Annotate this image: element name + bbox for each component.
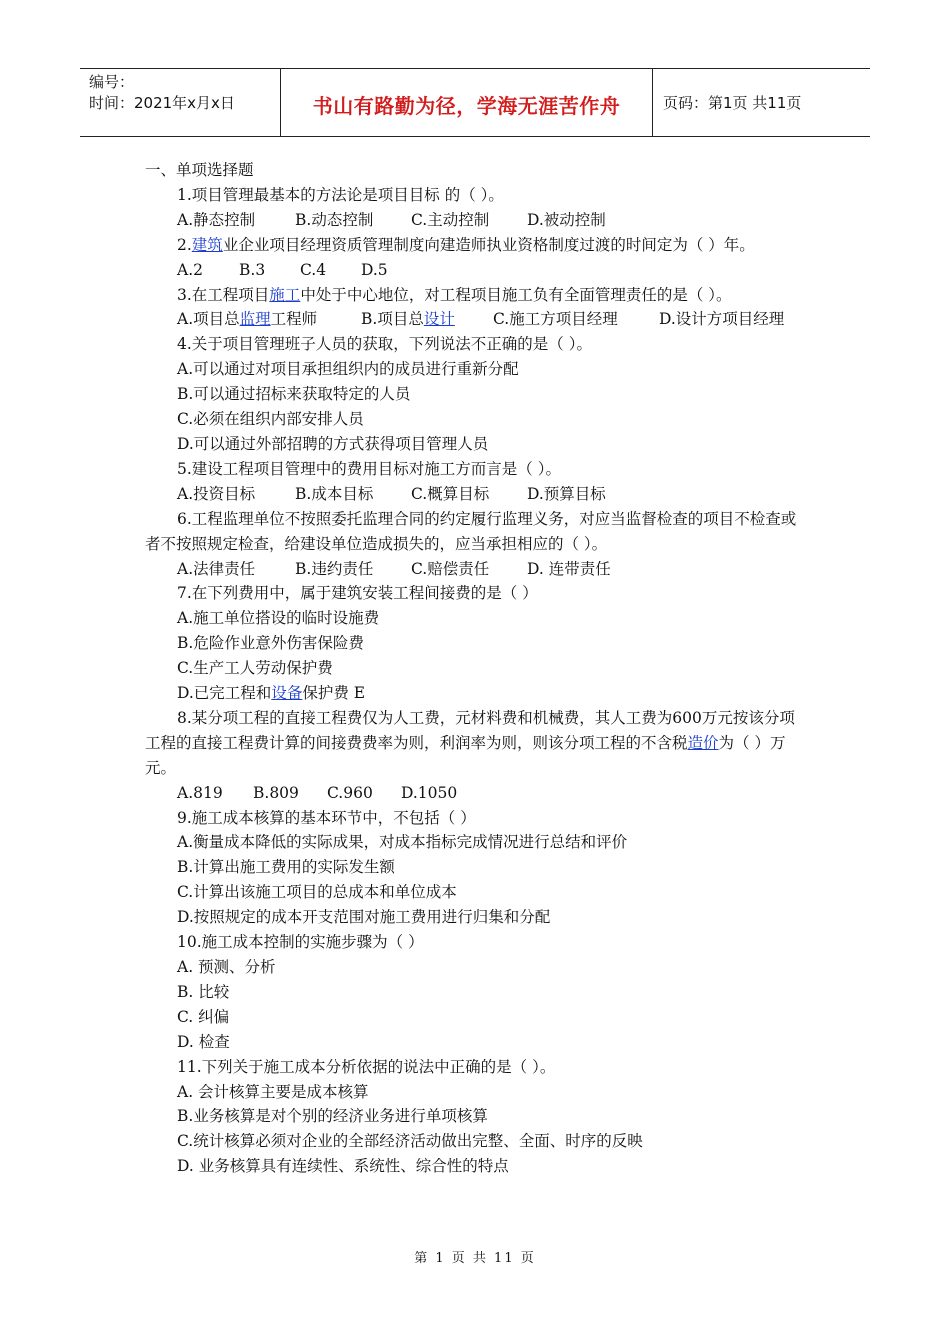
- link-sheji[interactable]: 设计: [423, 310, 455, 329]
- option-d: D.1050: [401, 783, 458, 802]
- page-footer: 第 1 页 共 11 页: [414, 1251, 536, 1266]
- option-c: C.计算出该施工项目的总成本和单位成本: [177, 883, 457, 902]
- option-c: C.统计核算必须对企业的全部经济活动做出完整、全面、时序的反映: [177, 1132, 643, 1151]
- option-d: D.可以通过外部招聘的方式获得项目管理人员: [177, 434, 489, 453]
- motto: 书山有路勤为径，学海无涯苦作舟: [312, 94, 621, 118]
- number-label: 编号：: [89, 73, 135, 91]
- option-b: B.动态控制: [295, 210, 374, 229]
- question-8-options: [145, 781, 805, 806]
- option-b: B.809: [253, 783, 299, 802]
- date-label: 时间：2021年x月x日: [89, 94, 235, 112]
- question-8-stem: 8.某分项工程的直接工程费仅为人工费，元材料费和机械费，其人工费为600万元按该分项工程的直接工程费计算的间接费费率为则，利润率为则，则该分项工程的不含税造价为（ ）万元。: [145, 708, 795, 777]
- question-10-stem: 10.施工成本控制的实施步骤为（ ）: [177, 933, 424, 952]
- option-a: A.静态控制: [177, 210, 256, 229]
- question-6-stem: 6.工程监理单位不按照委托监理合同的约定履行监理义务，对应当监督检查的项目不检查或者不按照规定检查，给建设单位造成损失的，应当承担相应的（ ）。: [145, 509, 797, 553]
- option-c: C.必须在组织内部安排人员: [177, 410, 364, 429]
- question-1-stem: 1.项目管理最基本的方法论是项目目标 的（ ）。: [177, 185, 504, 204]
- section-title: 一、单项选择题: [145, 161, 254, 179]
- option-c: C.施工方项目经理: [493, 310, 618, 329]
- link-shigong[interactable]: 施工: [269, 285, 301, 304]
- option-b: B.成本目标: [295, 484, 374, 503]
- option-a: A.衡量成本降低的实际成果，对成本指标完成情况进行总结和评价: [177, 833, 628, 852]
- question-2-number: 2.: [177, 235, 192, 254]
- option-d: D. 连带责任: [527, 559, 611, 578]
- question-2-stem: [145, 233, 805, 258]
- option-a: A. 会计核算主要是成本核算: [177, 1082, 369, 1101]
- question-list: [145, 158, 805, 1179]
- option-b: B.项目总设计: [361, 310, 455, 329]
- question-7-stem: 7.在下列费用中，属于建筑安装工程间接费的是（ ）: [177, 584, 538, 603]
- option-d: D.已完工程和设备保护费 E: [177, 684, 366, 703]
- option-b: B.业务核算是对个别的经济业务进行单项核算: [177, 1107, 488, 1126]
- option-b: B.违约责任: [295, 559, 374, 578]
- option-a: A. 预测、分析: [177, 958, 276, 976]
- option-b: B.可以通过招标来获取特定的人员: [177, 385, 411, 404]
- option-c: C.赔偿责任: [411, 559, 490, 578]
- option-d: D.按照规定的成本开支范围对施工费用进行归集和分配: [177, 908, 551, 927]
- option-c: C.主动控制: [411, 210, 490, 229]
- question-3-text-post: 中处于中心地位，对工程项目施工负有全面管理责任的是（ ）。: [300, 285, 732, 304]
- option-c: C.960: [327, 783, 373, 802]
- option-a: A.施工单位搭设的临时设施费: [177, 609, 380, 628]
- option-d: D.设计方项目经理: [659, 310, 785, 329]
- option-d: D.被动控制: [527, 210, 606, 229]
- header-page-cell: [653, 69, 870, 136]
- page-info: 页码：第1页 共11页: [663, 94, 802, 112]
- option-c: C.生产工人劳动保护费: [177, 659, 333, 678]
- option-a: A.可以通过对项目承担组织内的成员进行重新分配: [177, 360, 519, 379]
- question-5-options: [145, 482, 805, 507]
- question-9-stem: 9.施工成本核算的基本环节中，不包括（ ）: [177, 808, 476, 827]
- header-motto-cell: [280, 69, 653, 136]
- option-b: B.3: [239, 260, 266, 279]
- question-2-options: [145, 258, 805, 283]
- option-a: A.项目总监理工程师: [177, 310, 318, 329]
- option-d: D.预算目标: [527, 484, 606, 503]
- question-5-stem: 5.建设工程项目管理中的费用目标对施工方而言是（ ）。: [177, 459, 561, 478]
- question-1-options: [145, 208, 805, 233]
- question-3-options: [145, 307, 805, 332]
- link-shebei[interactable]: 设备: [271, 684, 303, 703]
- option-a: A.2: [177, 260, 203, 279]
- option-b: B.计算出施工费用的实际发生额: [177, 858, 395, 877]
- document-header: [80, 68, 870, 137]
- question-2-text: 业企业项目经理资质管理制度向建造师执业资格制度过渡的时间定为（ ）年。: [222, 235, 755, 254]
- option-d: D. 业务核算具有连续性、系统性、综合性的特点: [177, 1157, 509, 1176]
- question-3-stem: [145, 283, 805, 308]
- question-11-stem: 11.下列关于施工成本分析依据的说法中正确的是（ ）。: [177, 1057, 556, 1076]
- question-3-text-pre: 3.在工程项目: [177, 285, 270, 304]
- link-zaojia[interactable]: 造价: [687, 733, 719, 752]
- header-meta: [80, 69, 280, 136]
- option-a: A.投资目标: [177, 484, 256, 503]
- question-6-options: [145, 557, 805, 582]
- option-c: C.概算目标: [411, 484, 490, 503]
- link-jianzhu[interactable]: 建筑: [191, 235, 223, 254]
- question-4-stem: 4.关于项目管理班子人员的获取，下列说法不正确的是（ ）。: [177, 335, 592, 354]
- option-b: B. 比较: [177, 982, 230, 1001]
- option-c: C.4: [300, 260, 327, 279]
- option-d: D. 检查: [177, 1032, 230, 1051]
- option-d: D.5: [361, 260, 388, 279]
- option-b: B.危险作业意外伤害保险费: [177, 634, 364, 653]
- option-a: A.819: [177, 783, 223, 802]
- option-a: A.法律责任: [177, 559, 256, 578]
- link-jianli[interactable]: 监理: [239, 310, 271, 329]
- option-c: C. 纠偏: [177, 1007, 230, 1026]
